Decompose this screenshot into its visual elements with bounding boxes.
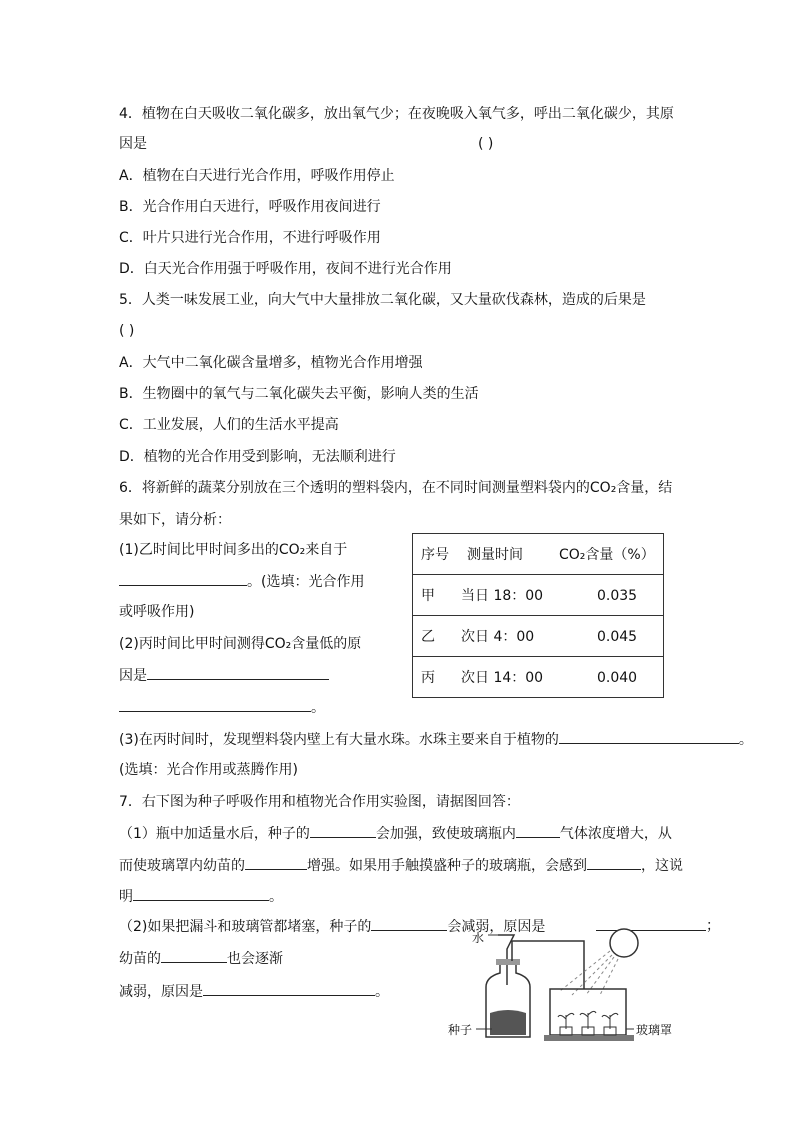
table-header-cell [413,534,664,575]
bottle-stopper-icon [496,959,520,965]
table-row-cell [413,616,664,657]
q7-part2-semicolon: ； [706,918,720,934]
q6-stem-line2: 果如下，请分析： [119,512,231,528]
seeds-icon [490,1010,526,1035]
q7-part2-text-f: 减弱，原因是 [119,984,203,1000]
q5-stem-line1: 5．人类一味发展工业，向大气中大量排放二氧化碳，又大量砍伐森林，造成的后果是 [119,292,646,308]
q5-answer-paren: ( ) [119,323,135,339]
q7-part2-text-e: 也会逐渐 [227,951,283,967]
q6-part3-line2: (选填：光合作用或蒸腾作用) [119,762,298,778]
q5-option-d: D．植物的光合作用受到影响，无法顺利进行 [119,449,396,465]
q7-part2-text-d: 幼苗的 [119,951,161,967]
glass-tube-icon [512,941,584,989]
q6-part2-text: 因是 [119,668,147,684]
table-header-time: 测量时间 [467,547,523,563]
q7-part1-blank-5[interactable] [133,886,269,901]
q6-part1-line2 [119,571,364,592]
q7-part2-blank-4[interactable] [203,981,375,996]
q4-stem-line2 [119,134,147,154]
q7-part1-text-g: 明 [119,889,133,905]
q7-part1-line3 [119,886,283,907]
q6-part2-blank-2[interactable] [119,697,311,712]
q6-stem-line1: 6．将新鲜的蔬菜分别放在三个透明的塑料袋内，在不同时间测量塑料袋内的CO₂含量，结 [119,480,673,496]
q7-part2-blank-3[interactable] [161,948,227,963]
q7-part2-text-b: 会减弱，原因是 [447,919,546,935]
q7-part1-blank-1[interactable] [310,823,376,838]
q4-option-c: C．叶片只进行光合作用，不进行呼吸作用 [119,230,381,246]
q6-part2-line1: (2)丙时间比甲时间测得CO₂含量低的原 [119,636,362,652]
table-header-index: 序号 [421,547,449,563]
co2-data-table [412,533,664,698]
q7-part2-line3 [119,981,389,1002]
q6-part3-blank[interactable] [559,729,739,744]
q6-part1-line1: (1)乙时间比甲时间多出的CO₂来自于 [119,542,348,558]
q6-part1-line3: 或呼吸作用) [119,604,195,620]
table-cell-time: 次日 4：00 [461,629,535,645]
table-row [413,616,664,657]
table-row [413,657,664,698]
q6-part3-text: (3)在丙时间时，发现塑料袋内壁上有大量水珠。水珠主要来自于植物的 [119,732,559,748]
q7-part1-text-h: 。 [269,889,283,905]
q7-part1-text-a: （1）瓶中加适量水后，种子的 [119,826,310,842]
table-header-row [413,534,664,575]
table-cell-value: 0.040 [597,670,638,686]
q6-part2-line3 [119,697,325,718]
q7-part2-text-a: （2)如果把漏斗和玻璃管都堵塞，种子的 [119,919,372,935]
q5-option-b: B．生物圈中的氧气与二氧化碳失去平衡，影响人类的生活 [119,386,479,402]
q6-part3-end: 。 [738,732,753,748]
q7-part1-text-d: 而使玻璃罩内幼苗的 [119,858,245,874]
table-cell-index: 乙 [421,629,435,645]
q5-option-a: A．大气中二氧化碳含量增多，植物光合作用增强 [119,355,423,371]
experiment-diagram [448,905,684,1045]
q7-part2-text-g: 。 [375,984,389,1000]
tray-icon [544,1035,634,1041]
table-row-cell [413,657,664,698]
q6-part1-hint: 。(选填：光合作用 [247,574,365,590]
table-cell-value: 0.035 [597,588,638,604]
diagram-label-seed: 种子 [448,1023,473,1037]
table-cell-value: 0.045 [597,629,638,645]
q4-stem-line1: 4．植物在白天吸收二氧化碳多，放出氧气少；在夜晚吸入氧气多，呼出二氧化碳少，其原 [119,106,674,122]
q4-option-a: A．植物在白天进行光合作用，呼吸作用停止 [119,168,395,184]
q7-stem: 7．右下图为种子呼吸作用和植物光合作用实验图，请据图回答： [119,794,520,810]
q4-option-d: D．白天光合作用强于呼吸作用，夜间不进行光合作用 [119,261,452,277]
q4-answer-paren: ( ) [478,136,494,152]
q7-part2-line2 [119,948,283,969]
q7-part1-blank-2[interactable] [516,823,560,838]
q6-part2-blank-1[interactable] [147,665,329,680]
seedlings-icon [558,1011,618,1035]
q5-option-c: C．工业发展，人们的生活水平提高 [119,417,339,433]
q7-part1-blank-4[interactable] [587,855,641,870]
table-cell-index: 丙 [421,670,435,686]
q6-part1-blank[interactable] [119,571,247,586]
q7-part1-text-c: 气体浓度增大，从 [559,826,672,842]
q6-part2-line2 [119,665,329,686]
q7-part1-blank-3[interactable] [245,855,307,870]
q7-part1-text-f: ，这说 [641,858,683,874]
table-row-cell [413,575,664,616]
q6-part3-line1 [119,729,753,750]
q7-part1-text-e: 增强。如果用手触摸盛种子的玻璃瓶，会感到 [307,858,587,874]
lamp-icon [610,929,638,957]
q4-option-b: B．光合作用白天进行，呼吸作用夜间进行 [119,199,381,215]
q4-stem-text: 因是 [119,136,147,152]
q7-part1-text-b: 会加强，致使玻璃瓶内 [375,826,516,842]
diagram-label-water: 水 [472,931,485,945]
table-cell-time: 次日 14：00 [461,670,544,686]
q6-part2-end: 。 [311,700,325,716]
q7-part2-blank-1[interactable] [371,916,447,931]
table-cell-index: 甲 [421,588,435,604]
diagram-label-glass-cover: 玻璃罩 [636,1023,673,1037]
table-row [413,575,664,616]
table-header-co2: CO₂含量（%） [559,547,655,563]
table-cell-time: 当日 18：00 [461,588,544,604]
q7-part1-line1 [119,823,672,844]
q7-part1-line2 [119,855,683,876]
